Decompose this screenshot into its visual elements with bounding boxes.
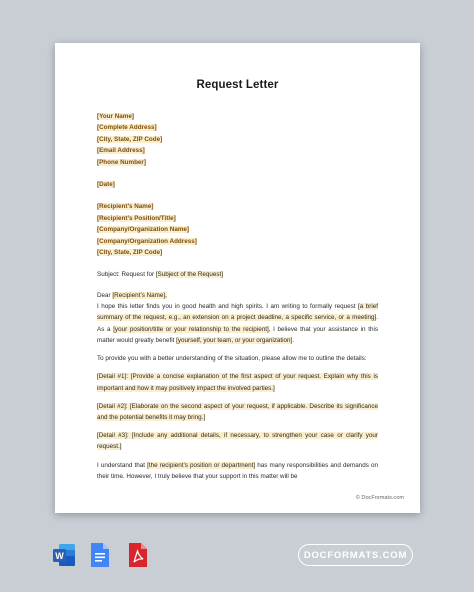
recipient-position: [Recipient’s Position/Title] bbox=[97, 214, 176, 222]
page-title: Request Letter bbox=[196, 79, 279, 91]
detail-1: [Detail #1]: [Provide a concise explanation of the first aspect of your request. Explain why this is important and how it may positively impact the involved parties.] bbox=[97, 373, 378, 392]
subject-line: Subject: Request for [Subject of the Request] bbox=[97, 271, 224, 279]
letter-page bbox=[55, 43, 420, 513]
docformats-badge[interactable]: DOCFORMATS.COM bbox=[298, 544, 413, 566]
intro-paragraph: I hope this letter finds you in good health and high spirits. I am writing to formally request [a brief summary of the request, e.g., an extension on a project deadline, a specific service, or a meeting]. As a [your position/title or your relationship to the recipient], I believe that your assistance in this matter would greatly benefit [yourself, your team, or your organization]. bbox=[97, 303, 379, 344]
svg-text:W: W bbox=[55, 551, 64, 561]
pdf-icon[interactable] bbox=[128, 542, 150, 568]
sender-email: [Email Address] bbox=[97, 147, 145, 155]
app-icons bbox=[52, 542, 150, 568]
closing-paragraph: I understand that [the recipient’s position or department] has many responsibilities and demands on their time. However, I truly believe that your support in this matter will be bbox=[97, 461, 378, 480]
recipient-company: [Company/Organization Name] bbox=[97, 226, 190, 234]
sender-block bbox=[97, 111, 378, 168]
recipient-address: [Company/Organization Address] bbox=[97, 237, 197, 245]
sender-address: [Complete Address] bbox=[97, 124, 157, 132]
detail-2: [Detail #2]: [Elaborate on the second aspect of your request, if applicable. Describe its significance and the potential benefits it may bring.] bbox=[97, 402, 378, 421]
detail-3: [Detail #3]: [Include any additional details, if necessary, to strengthen your case or clarify your request.] bbox=[97, 432, 378, 451]
sender-phone: [Phone Number] bbox=[97, 158, 146, 166]
word-icon[interactable] bbox=[52, 542, 74, 568]
date-field: [Date] bbox=[97, 181, 115, 189]
recipient-name: [Recipient’s Name] bbox=[97, 203, 154, 211]
details-intro-paragraph: To provide you with a better understanding of the situation, please allow me to outline the details: bbox=[97, 355, 367, 363]
sender-name: [Your Name] bbox=[97, 113, 134, 120]
recipient-block bbox=[97, 201, 378, 258]
salutation: Dear [Recipient’s Name], bbox=[97, 291, 167, 299]
sender-city: [City, State, ZIP Code] bbox=[97, 135, 163, 143]
recipient-city: [City, State, ZIP Code] bbox=[97, 249, 163, 257]
google-docs-icon[interactable] bbox=[90, 542, 112, 568]
copyright-credit: © DocFormats.com bbox=[355, 495, 404, 501]
